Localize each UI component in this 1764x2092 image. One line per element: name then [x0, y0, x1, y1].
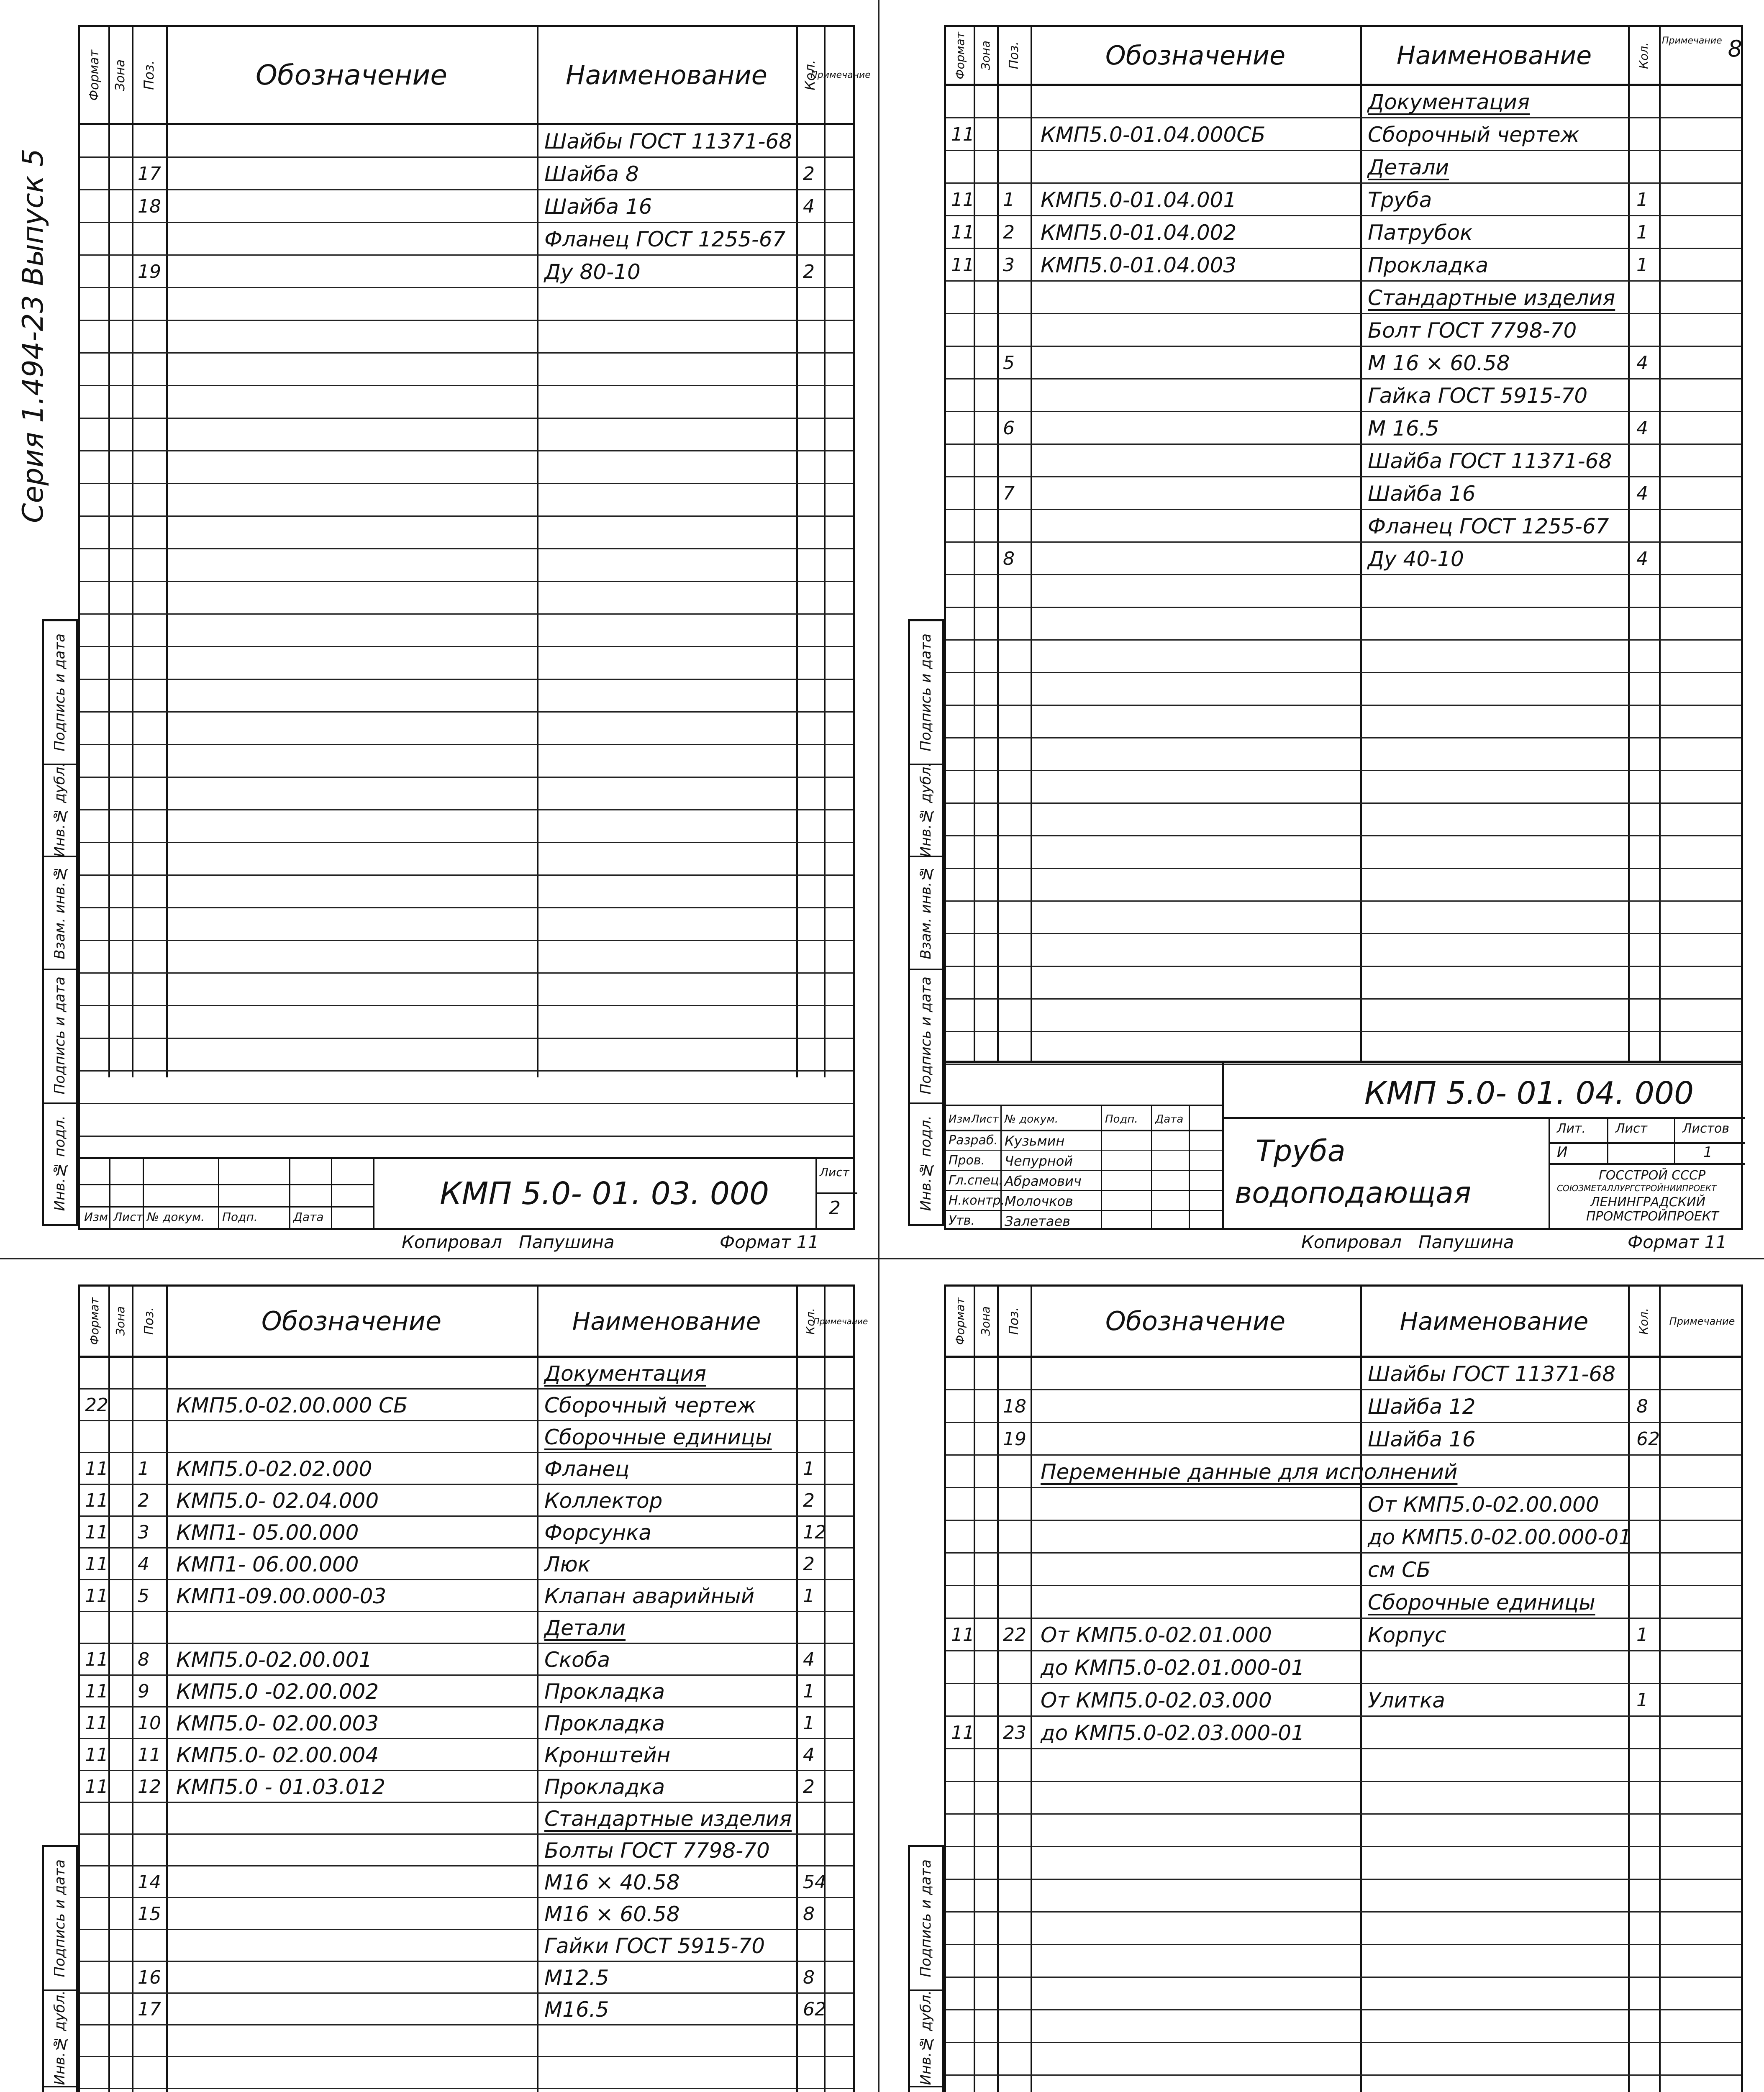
name-cell: М16 × 40.58: [544, 1870, 680, 1895]
table-row: [80, 1358, 853, 1390]
table-row: [946, 1521, 1741, 1554]
qty-cell: 1: [803, 1458, 815, 1479]
table-row-empty: [80, 582, 853, 615]
table-row-empty: [946, 1978, 1741, 2010]
format-cell: 11: [951, 1722, 974, 1743]
format-cell: 11: [85, 1458, 108, 1479]
table-row: [946, 445, 1741, 477]
table-row-empty: [80, 288, 853, 321]
qty-cell: 4: [803, 1649, 815, 1670]
table-row-empty: [946, 706, 1741, 738]
name-cell: М 16 × 60.58: [1368, 351, 1510, 375]
pos-cell: 19: [138, 261, 161, 282]
format-cell: 11: [951, 189, 974, 210]
sheet-label: Лист: [820, 1165, 849, 1179]
doc-title-line2: водоподающая: [1235, 1176, 1472, 1210]
tb-list: Лист: [113, 1210, 143, 1224]
table-row: [946, 1488, 1741, 1521]
name-cell: Ду 80-10: [544, 260, 641, 284]
pos-cell: 19: [1003, 1428, 1026, 1450]
name-cell: Фланец ГОСТ 1255-67: [544, 227, 786, 251]
name-cell: Люк: [544, 1552, 590, 1577]
table-row: [946, 1651, 1741, 1684]
pos-cell: 9: [138, 1681, 149, 1702]
format-cell: 11: [951, 222, 974, 243]
tb-podp: Подп.: [222, 1210, 258, 1224]
qty-cell: 2: [803, 163, 815, 185]
table-row-empty: [80, 680, 853, 713]
designation-cell: Переменные данные для исполнений: [1041, 1460, 1458, 1484]
table-row-empty: [80, 810, 853, 843]
table-row-empty: [946, 608, 1741, 641]
table-row-empty: [80, 419, 853, 451]
name-cell: М 16.5: [1368, 416, 1439, 441]
table-row-empty: [946, 1913, 1741, 1945]
table-row: [946, 118, 1741, 151]
table-row-empty: [80, 1039, 853, 1072]
table-row: [80, 1390, 853, 1421]
qty-cell: 1: [803, 1585, 815, 1607]
designation-cell: КМП5.0-02.02.000: [176, 1457, 372, 1481]
table-row: [946, 86, 1741, 118]
side-stamp-podpis-data-2: Подпись и дата: [44, 969, 76, 1104]
doc-title-line1: Труба: [1256, 1134, 1346, 1168]
format-cell: 11: [85, 1713, 108, 1734]
format-cell: 11: [85, 1744, 108, 1766]
table-row-empty: [80, 1006, 853, 1039]
pos-cell: 2: [138, 1490, 149, 1511]
spec-table-tr: [944, 25, 1743, 1230]
qty-cell: 1: [1636, 222, 1648, 243]
table-row-empty: [946, 1749, 1741, 1782]
spec-table-bl: [78, 1284, 868, 2092]
name-cell: Форсунка: [544, 1520, 651, 1545]
tb-data: Дата: [293, 1210, 324, 1224]
name-cell: От КМП5.0-02.00.000: [1368, 1492, 1599, 1517]
name-cell: Шайба 12: [1368, 1395, 1476, 1419]
table-row: [80, 158, 853, 190]
doc-code: КМП 5.0- 01. 04. 000: [1364, 1075, 1694, 1111]
table-row-empty: [80, 1104, 853, 1137]
side-stamp-column: Подпись и дата Инв.№ дубл.: [42, 1845, 78, 2092]
format-cell: 11: [85, 1585, 108, 1607]
table-row: [946, 379, 1741, 412]
qty-cell: 8: [803, 1903, 815, 1925]
table-header: Формат Зона Поз. Обозначение Наименование Кол. Примечание 8: [946, 27, 1741, 86]
table-row: [80, 1994, 853, 2025]
qty-cell: 1: [803, 1713, 815, 1734]
divider-horizontal: [0, 1258, 1764, 1259]
table-row: [80, 1517, 853, 1548]
sheet-corner-number: 8: [1728, 36, 1742, 62]
table-row: [80, 1453, 853, 1485]
table-row-empty: [946, 1945, 1741, 1978]
format-label: Формат 11: [720, 1232, 819, 1252]
table-row: [80, 1930, 853, 1962]
name-cell: см СБ: [1368, 1558, 1431, 1582]
table-row: [80, 1612, 853, 1644]
designation-cell: КМП1- 06.00.000: [176, 1552, 359, 1577]
name-cell: Сборочные единицы: [544, 1425, 772, 1449]
name-cell: Труба: [1368, 188, 1432, 212]
table-row-empty: [80, 941, 853, 974]
table-row: [80, 223, 853, 256]
table-row: [946, 347, 1741, 379]
table-row-empty: [946, 1815, 1741, 1847]
sheet-top-right: [883, 0, 1764, 1251]
name-cell: Сборочный чертеж: [544, 1393, 756, 1418]
designation-cell: КМП5.0- 02.04.000: [176, 1489, 379, 1513]
table-row-empty: [80, 745, 853, 778]
table-row-empty: [80, 974, 853, 1006]
name-cell: Документация: [544, 1361, 706, 1386]
org-line1: ГОССТРОЙ СССР: [1599, 1168, 1706, 1183]
name-cell: Прокладка: [544, 1679, 665, 1704]
table-row-empty: [946, 575, 1741, 608]
table-row-empty: [80, 778, 853, 810]
format-cell: 11: [85, 1681, 108, 1702]
designation-cell: КМП5.0-02.00.001: [176, 1648, 372, 1672]
table-row-empty: [946, 804, 1741, 836]
pos-cell: 6: [1003, 418, 1015, 439]
table-row: [946, 282, 1741, 314]
qty-cell: 4: [1636, 418, 1648, 439]
table-row-empty: [946, 836, 1741, 869]
table-header: Формат Зона Поз. Обозначение Наименование Кол. Примечание: [946, 1287, 1741, 1358]
name-cell: Патрубок: [1368, 220, 1473, 245]
qty-cell: 1: [1636, 1624, 1648, 1646]
table-row-empty: [80, 517, 853, 549]
table-row-empty: [946, 869, 1741, 902]
pos-cell: 5: [1003, 352, 1015, 374]
name-cell: Сборочный чертеж: [1368, 123, 1579, 147]
table-row-empty: [80, 2025, 853, 2057]
name-cell: Ду 40-10: [1368, 547, 1464, 571]
pos-cell: 14: [138, 1872, 161, 1893]
name-cell: Фланец ГОСТ 1255-67: [1368, 514, 1609, 538]
designation-cell: КМП5.0-01.04.001: [1041, 188, 1237, 212]
table-row: [946, 216, 1741, 249]
table-row: [946, 412, 1741, 445]
copied-by: Копировал Папушина: [402, 1232, 615, 1252]
table-row-empty: [946, 1880, 1741, 1913]
designation-cell: КМП5.0-01.04.003: [1041, 253, 1237, 277]
designation-cell: КМП5.0-01.04.002: [1041, 220, 1237, 245]
sheet-bottom-left: [0, 1268, 879, 2092]
name-cell: до КМП5.0-02.00.000-01: [1368, 1525, 1632, 1549]
name-cell: Коллектор: [544, 1489, 663, 1513]
side-stamp-podpis-data: Подпись и дата: [44, 621, 76, 765]
qty-cell: 4: [1636, 483, 1648, 504]
name-cell: М16 × 60.58: [544, 1902, 680, 1926]
table-row: [946, 477, 1741, 510]
table-row-empty: [946, 738, 1741, 771]
pos-cell: 17: [138, 163, 161, 185]
qty-cell: 4: [1636, 548, 1648, 569]
format-cell: 22: [85, 1395, 108, 1416]
name-cell: Болты ГОСТ 7798-70: [544, 1838, 770, 1863]
sheet-number: 2: [829, 1197, 841, 1219]
pos-cell: 11: [138, 1744, 161, 1766]
table-row-empty: [80, 321, 853, 354]
table-row: [80, 1421, 853, 1453]
format-cell: 11: [85, 1490, 108, 1511]
tb-izm: Изм: [84, 1210, 108, 1224]
side-stamp-vzam-inv: Взам. инв.№: [44, 856, 76, 970]
name-cell: Клапан аварийный: [544, 1584, 755, 1608]
table-row-empty: [946, 771, 1741, 804]
table-row-empty: [946, 641, 1741, 673]
table-row: [946, 1423, 1741, 1456]
pos-cell: 23: [1003, 1722, 1026, 1743]
title-block-full: Изм Лист № докум. Подп. Дата Разраб. Пров. Гл.спец. Н.контр. Утв. Кузьмин Чепурной Абрамович Молочков Залетаев КМП 5.0- 01. 04. 000 Труба водоподающая Лит. Лист Листов И 1 ГОССТРОЙ СССР СОЮЗМЕТАЛЛУРГСТРОЙНИИПРОЕКТ ЛЕНИНГРАДСКИЙ ПРОМСТРОЙПРОЕКТ: [946, 1061, 1741, 1228]
designation-cell: КМП5.0- 02.00.004: [176, 1743, 379, 1767]
name-cell: М16.5: [544, 1997, 609, 2022]
designation-cell: до КМП5.0-02.01.000-01: [1041, 1656, 1305, 1680]
name-cell: Улитка: [1368, 1688, 1445, 1713]
qty-cell: 62: [803, 1999, 826, 2020]
name-cell: Прокладка: [544, 1711, 665, 1736]
table-row: [80, 1771, 853, 1803]
table-row-empty: [946, 1000, 1741, 1032]
table-row: [80, 1548, 853, 1580]
table-row-empty: [946, 2010, 1741, 2043]
org-line2: СОЮЗМЕТАЛЛУРГСТРОЙНИИПРОЕКТ: [1557, 1183, 1717, 1193]
designation-cell: От КМП5.0-02.01.000: [1041, 1623, 1272, 1647]
format-cell: 11: [951, 254, 974, 276]
table-row: [946, 314, 1741, 347]
table-row-empty: [946, 967, 1741, 1000]
table-row: [946, 1586, 1741, 1619]
qty-cell: 4: [803, 196, 815, 217]
table-row-empty: [80, 451, 853, 484]
tb-ndoc: № докум.: [147, 1210, 205, 1224]
table-row-empty: [80, 615, 853, 647]
table-header: Формат Зона Поз. Обозначение Наименование Кол. Примечание: [80, 1287, 853, 1358]
designation-cell: КМП5.0 -02.00.002: [176, 1679, 379, 1704]
qty-cell: 4: [1636, 352, 1648, 374]
title-block-small: [80, 1157, 853, 1228]
qty-cell: 8: [1636, 1396, 1648, 1417]
table-row-empty: [946, 934, 1741, 967]
table-row: [946, 1619, 1741, 1651]
pos-cell: 18: [138, 196, 161, 217]
pos-cell: 1: [1003, 189, 1015, 210]
qty-cell: 1: [1636, 1689, 1648, 1711]
table-row-empty: [80, 713, 853, 745]
qty-cell: 12: [803, 1522, 826, 1543]
name-cell: Детали: [544, 1616, 626, 1640]
qty-cell: 8: [803, 1967, 815, 1988]
qty-cell: 54: [803, 1872, 826, 1893]
table-row-empty: [80, 2089, 853, 2092]
table-row: [80, 1803, 853, 1835]
format-cell: 11: [85, 1776, 108, 1797]
table-row: [946, 1554, 1741, 1586]
name-cell: Гайка ГОСТ 5915-70: [1368, 384, 1588, 408]
side-stamp-column: Подпись и дата Инв.№ дубл. Взам. инв.№ Подпись и дата Инв.№ подл.: [908, 619, 944, 1226]
format-cell: 11: [85, 1554, 108, 1575]
designation-cell: КМП5.0-01.04.000СБ: [1041, 123, 1266, 147]
table-row: [946, 1358, 1741, 1390]
table-row-empty: [80, 647, 853, 680]
qty-cell: 2: [803, 1554, 815, 1575]
pos-cell: 12: [138, 1776, 161, 1797]
table-row-empty: [80, 484, 853, 517]
name-cell: Документация: [1368, 90, 1530, 114]
table-row-empty: [80, 354, 853, 386]
table-row-empty: [946, 902, 1741, 934]
name-cell: Стандартные изделия: [1368, 286, 1615, 310]
pos-cell: 7: [1003, 483, 1015, 504]
table-row: [80, 1835, 853, 1866]
name-cell: Детали: [1368, 155, 1449, 179]
table-row-empty: [946, 2043, 1741, 2076]
table-row: [946, 184, 1741, 216]
table-row: [80, 1485, 853, 1517]
org-line3: ЛЕНИНГРАДСКИЙ: [1590, 1195, 1705, 1210]
org-line4: ПРОМСТРОЙПРОЕКТ: [1586, 1209, 1719, 1224]
pos-cell: 3: [138, 1522, 149, 1543]
table-header: Формат Зона Поз. Обозначение Наименование Кол. Примечание: [80, 27, 853, 125]
name-cell: Фланец: [544, 1457, 630, 1481]
name-cell: Прокладка: [1368, 253, 1489, 277]
table-row: [80, 1676, 853, 1707]
pos-cell: 18: [1003, 1396, 1026, 1417]
table-row-empty: [80, 2057, 853, 2089]
pos-cell: 16: [138, 1967, 161, 1988]
designation-cell: КМП5.0 - 01.03.012: [176, 1775, 386, 1799]
table-row: [80, 1644, 853, 1676]
table-row: [946, 510, 1741, 543]
name-cell: Кронштейн: [544, 1743, 671, 1767]
spec-table-tl: [78, 25, 871, 1230]
qty-cell: 1: [1636, 189, 1648, 210]
doc-code: КМП 5.0- 01. 03. 000: [440, 1176, 769, 1212]
table-row: [946, 1390, 1741, 1423]
table-row-empty: [946, 673, 1741, 706]
name-cell: Скоба: [544, 1648, 610, 1672]
table-row: [80, 1707, 853, 1739]
qty-cell: 62: [1636, 1428, 1660, 1450]
name-cell: Стандартные изделия: [544, 1807, 792, 1831]
format-cell: 11: [85, 1522, 108, 1543]
table-row: [80, 256, 853, 288]
spec-table-br: [944, 1284, 1743, 2092]
pos-cell: 22: [1003, 1624, 1026, 1646]
table-row: [80, 125, 853, 158]
table-row-empty: [80, 908, 853, 941]
qty-cell: 1: [803, 1681, 815, 1702]
designation-cell: до КМП5.0-02.03.000-01: [1041, 1721, 1305, 1745]
pos-cell: 8: [138, 1649, 149, 1670]
name-cell: Шайбы ГОСТ 11371-68: [1368, 1362, 1616, 1386]
format-cell: 11: [951, 1624, 974, 1646]
pos-cell: 3: [1003, 254, 1015, 276]
sheet-top-left: [0, 0, 879, 1251]
table-row-empty: [80, 1072, 853, 1104]
qty-cell: 2: [803, 1490, 815, 1511]
table-row: [946, 1717, 1741, 1749]
table-row-empty: [80, 386, 853, 419]
side-stamp-column: Подпись и дата Инв.№ дубл.: [908, 1845, 944, 2092]
table-row: [80, 1962, 853, 1994]
pos-cell: 5: [138, 1585, 149, 1607]
table-row-empty: [946, 1782, 1741, 1815]
qty-cell: 1: [1636, 254, 1648, 276]
pos-cell: 17: [138, 1999, 161, 2020]
format-label: Формат 11: [1628, 1232, 1727, 1252]
qty-cell: 4: [803, 1744, 815, 1766]
name-cell: Сборочные единицы: [1368, 1590, 1595, 1615]
pos-cell: 10: [138, 1713, 161, 1734]
name-cell: Шайба 8: [544, 162, 639, 186]
table-row-empty: [946, 1032, 1741, 1065]
table-row: [80, 1866, 853, 1898]
pos-cell: 8: [1003, 548, 1015, 569]
name-cell: Шайбы ГОСТ 11371-68: [544, 129, 792, 154]
table-row: [946, 151, 1741, 184]
divider-vertical: [878, 0, 879, 2092]
table-row-empty: [946, 2076, 1741, 2092]
name-cell: Шайба ГОСТ 11371-68: [1368, 449, 1612, 473]
table-row-empty: [80, 876, 853, 908]
name-cell: Болт ГОСТ 7798-70: [1368, 318, 1577, 343]
qty-cell: 2: [803, 1776, 815, 1797]
qty-cell: 2: [803, 261, 815, 282]
table-row: [946, 543, 1741, 575]
table-row-empty: [946, 1847, 1741, 1880]
table-row: [80, 190, 853, 223]
format-cell: 11: [85, 1649, 108, 1670]
designation-cell: КМП1-09.00.000-03: [176, 1584, 387, 1608]
pos-cell: 2: [1003, 222, 1015, 243]
table-row: [946, 1684, 1741, 1717]
designation-cell: КМП1- 05.00.000: [176, 1520, 359, 1545]
name-cell: Шайба 16: [1368, 1427, 1476, 1451]
side-stamp-inv-podl: Инв.№ подл.: [51, 1115, 68, 1211]
pos-cell: 4: [138, 1554, 149, 1575]
pos-cell: 15: [138, 1903, 161, 1925]
pos-cell: 1: [138, 1458, 149, 1479]
side-stamp-inv-dubl: Инв.№ дубл.: [44, 764, 76, 857]
name-cell: М12.5: [544, 1966, 609, 1990]
table-row: [80, 1580, 853, 1612]
table-row: [80, 1739, 853, 1771]
name-cell: Шайба 16: [544, 195, 652, 219]
designation-cell: От КМП5.0-02.03.000: [1041, 1688, 1272, 1713]
name-cell: Прокладка: [544, 1775, 665, 1799]
designation-cell: КМП5.0- 02.00.003: [176, 1711, 379, 1736]
format-cell: 11: [951, 124, 974, 145]
table-row-empty: [80, 843, 853, 876]
series-label: Серия 1.494-23 Выпуск 5: [17, 149, 50, 523]
sheet-bottom-right: [883, 1268, 1764, 2092]
table-row: [946, 1456, 1741, 1488]
name-cell: Гайки ГОСТ 5915-70: [544, 1934, 765, 1958]
designation-cell: КМП5.0-02.00.000 СБ: [176, 1393, 408, 1418]
name-cell: Шайба 16: [1368, 482, 1476, 506]
side-stamp-column: [42, 619, 78, 1226]
copied-by: Копировал Папушина: [1301, 1232, 1514, 1252]
table-row-empty: [80, 549, 853, 582]
table-row: [80, 1898, 853, 1930]
table-row: [946, 249, 1741, 282]
name-cell: Корпус: [1368, 1623, 1446, 1647]
